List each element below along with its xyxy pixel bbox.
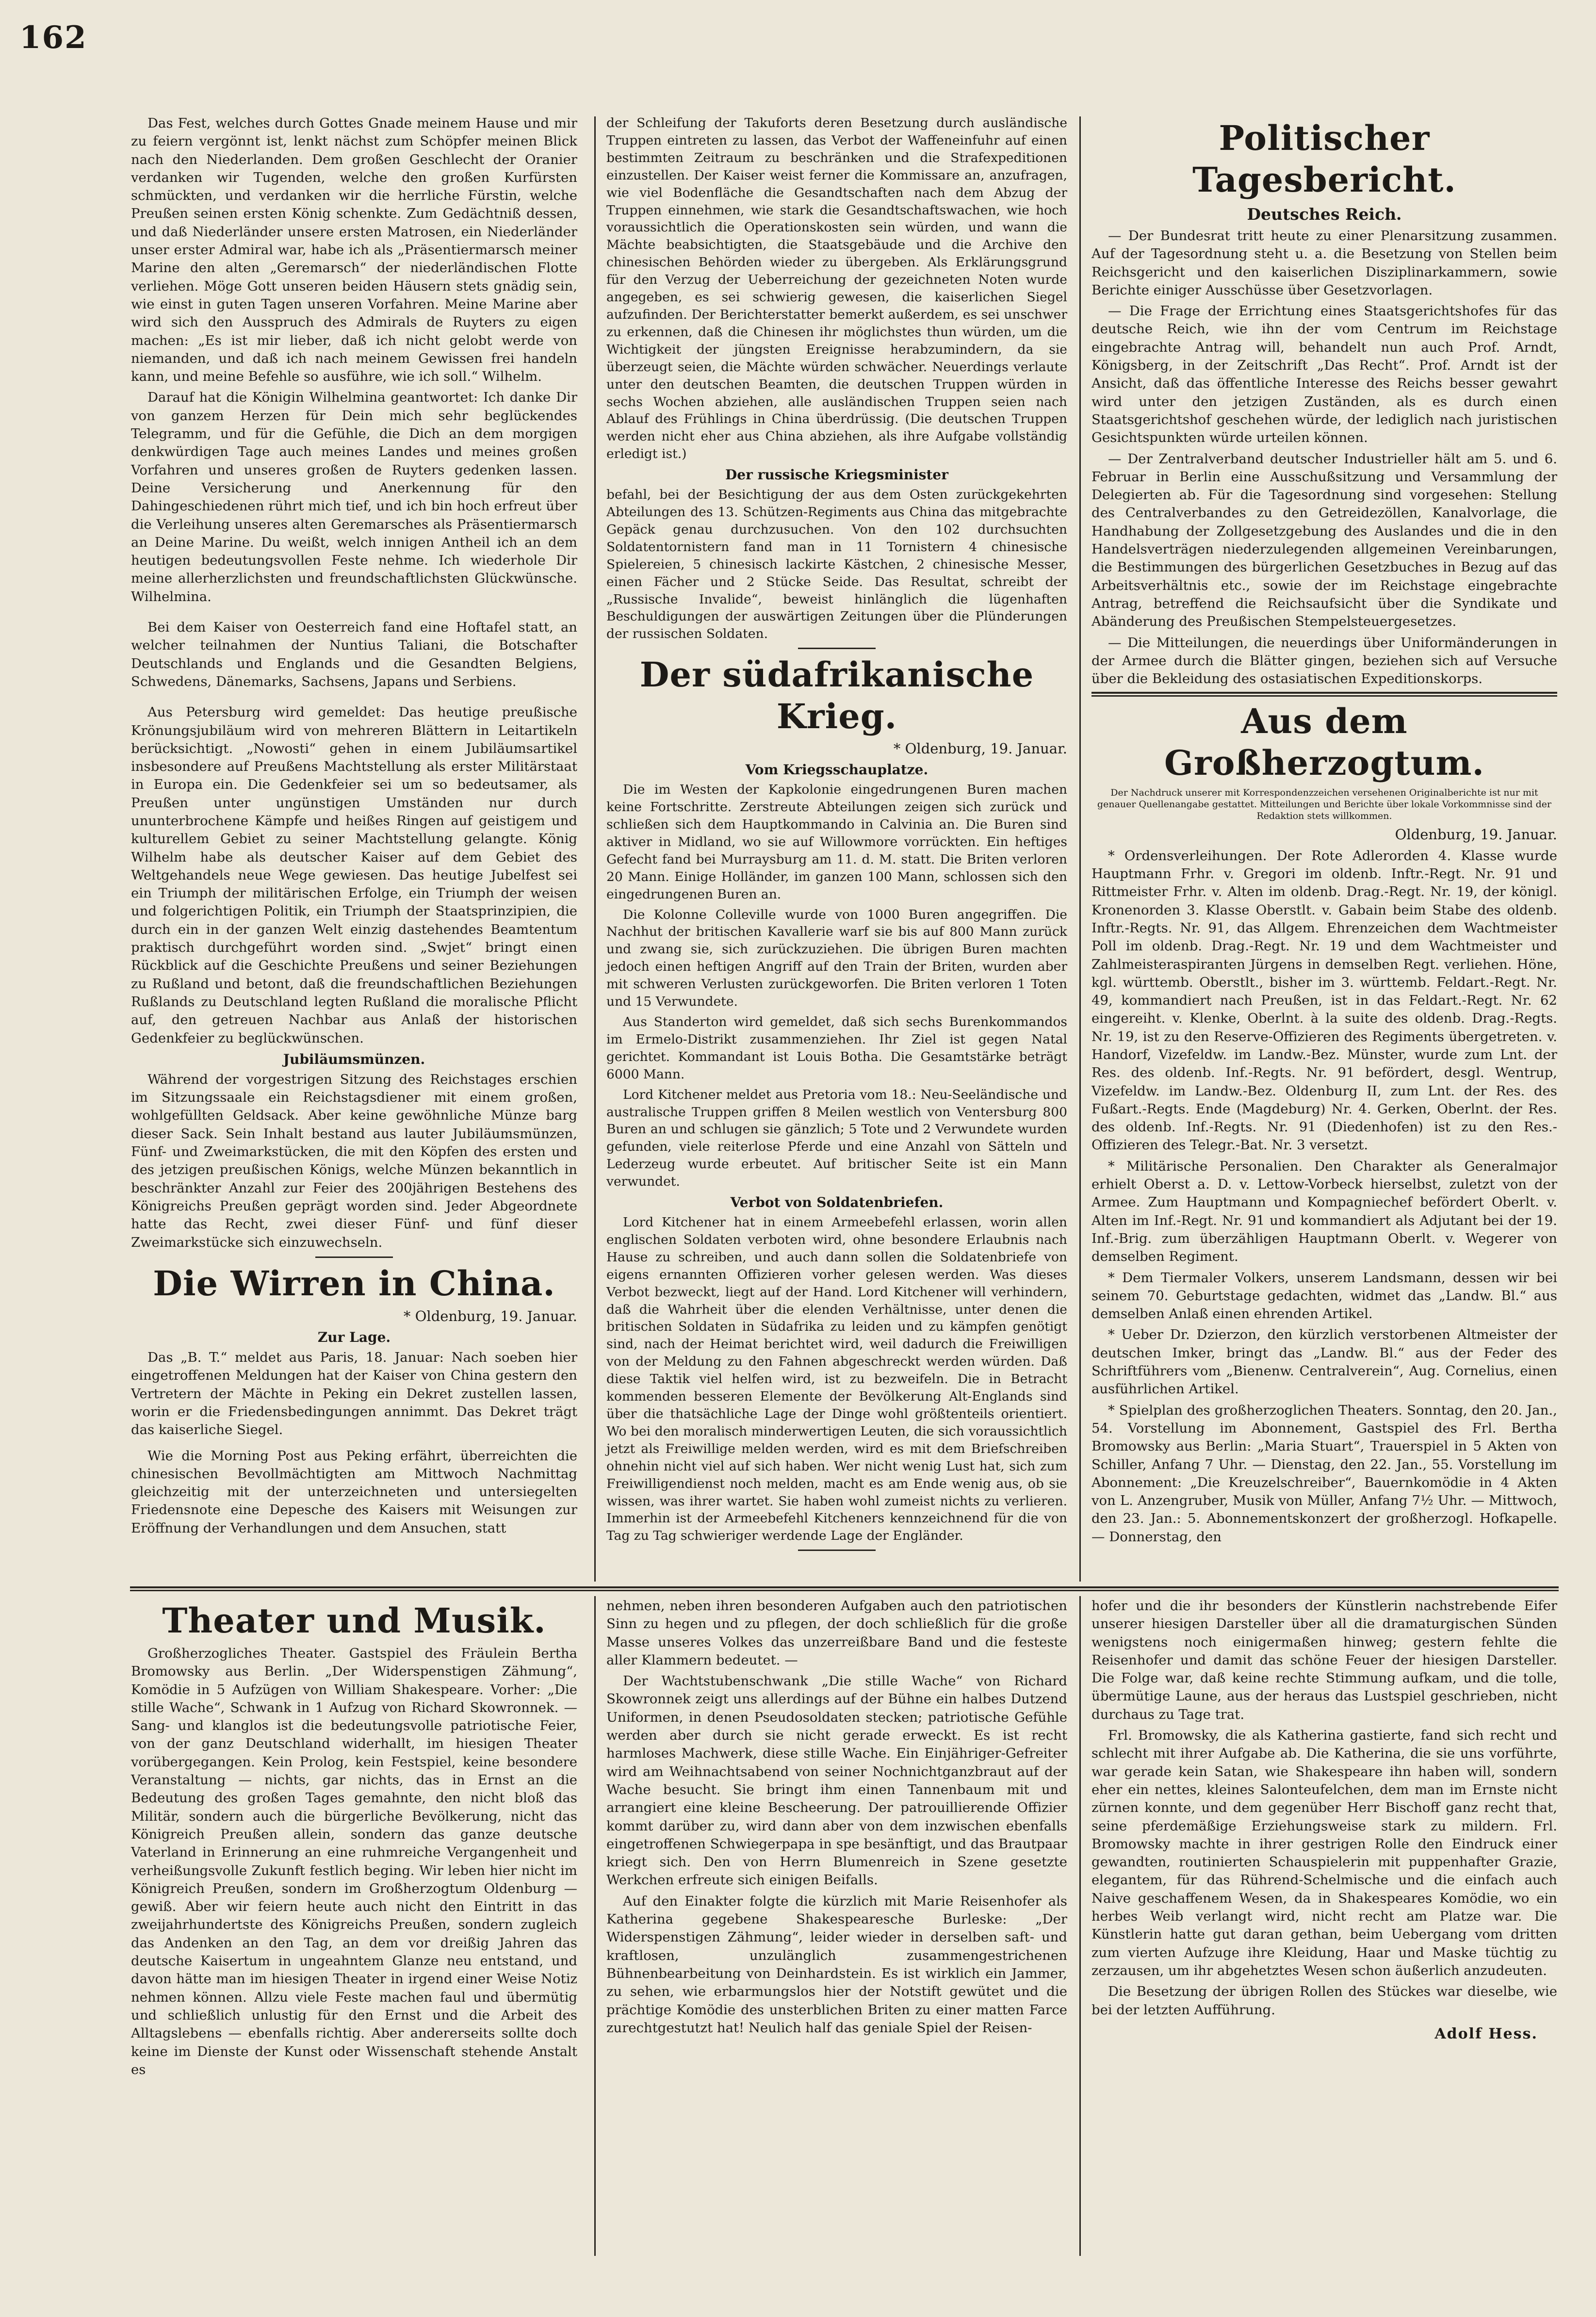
- text-paragraph: Die Kolonne Colleville wurde von 1000 Buren angegriffen. Die Nachhut der britischen Kavallerie warf sie bis auf 800 Mann zurück und zwang sie, sich zurückzuziehen. Die übrigen Buren machten jedoch einen heftigen Angriff auf den Train der Briten, wurden aber mit schweren Verlusten zurückgeworfen. Die Briten verloren 1 Toten und 15 Verwundete.: [606, 907, 1067, 1010]
- section-divider: [1091, 692, 1557, 697]
- theater-column-1: [131, 1597, 577, 2082]
- dateline: Oldenburg, 19. Januar.: [1395, 826, 1557, 843]
- text-paragraph: * Militärische Personalien. Den Charakter als Generalmajor erhielt Oberst a. D. v. Lettow-Vorbeck hierselbst, zuletzt von der Armee. Zum Hauptmann und Kompagniechef befördert Oberlt. v. Alten im Inf.-Regt. Nr. 91 und kommandiert als Adjutant bei der 19. Inf.-Brig. zum überzähligen Hauptmann Oberlt. v. Wegerer von demselben Regiment.: [1091, 1158, 1557, 1265]
- text-paragraph: * Spielplan des großherzoglichen Theaters. Sonntag, den 20. Jan., 54. Vorstellung im Abonnement, Gastspiel des Frl. Bertha Bromowsky aus Berlin: „Maria Stuart“, Trauerspiel in 5 Akten von Schiller, Anfang 7 Uhr. — Dienstag, den 22. Jan., 55. Vorstellung im Abonnement: „Die Kreuzelschreiber“, Bauernkomödie in 4 Akten von L. Anzengruber, Musik von Müller, Anfang 7½ Uhr. — Mittwoch, den 23. Jan.: 5. Abonnementskonzert der großherzogl. Hofkapelle. — Donnerstag, den: [1091, 1402, 1557, 1545]
- section-heading: Der russische Kriegsminister: [725, 467, 948, 483]
- feuilleton-divider: [130, 1586, 1559, 1591]
- text-paragraph: — Die Frage der Errichtung eines Staatsgerichtshofes für das deutsche Reich, wie ihn der vom Centrum im Reichstage eingebrachte Antrag will, behandelt nun auch Prof. Arndt, Königsberg, in der Zeitschrift „Das Recht“. Prof. Arndt ist der Ansicht, daß das öffentliche Interesse des Reichs besser gewahrt wird unter den jetzigen Zuständen, als es durch einen Staatsgerichtshof geschehen würde, der lediglich nach juristischen Gesichtspunkten würde urteilen können.: [1091, 303, 1557, 446]
- text-paragraph: Die Besetzung der übrigen Rollen des Stückes war dieselbe, wie bei der letzten Aufführung.: [1091, 1984, 1557, 2018]
- text-paragraph: nehmen, neben ihren besonderen Aufgaben auch den patriotischen Sinn zu hegen und zu pflegen, der doch schließlich für die große Masse unseres Volkes das unzerreißbare Band und die festeste aller Klammern bedeutet. —: [606, 1598, 1067, 1668]
- text-paragraph: Bei dem Kaiser von Oesterreich fand eine Hoftafel statt, an welcher teilnahmen der Nuntius Taliani, die Botschafter Deutschlands und Englands und die Gesandten Belgiens, Schwedens, Dänemarks, Sachsens, Japans und Serbiens.: [131, 620, 577, 689]
- text-paragraph: Wie die Morning Post aus Peking erfährt, überreichten die chinesischen Bevollmächtigten am Mittwoch Nachmittag gleichzeitig mit der unterzeichneten und untersiegelten Friedensnote eine Depesche des Kaisers mit Weisungen zur Eröffnung der Verhandlungen und dem Ansuchen, statt: [131, 1448, 577, 1536]
- text-paragraph: Aus Petersburg wird gemeldet: Das heutige preußische Krönungsjubiläum wird von mehreren Blättern in Leitartikeln berücksichtigt. „Nowosti“ gehen in einem Jubiläumsartikel insbesondere auf Preußens Machtstellung als erster Militärstaat in Europa ein. Die Gedenkfeier sei um so bedeutsamer, als Preußen unter ungünstigen Umständen nur durch ununterbrochene Kämpfe und heißes Ringen auf geistigem und kulturellem Gebiet zu seiner Machtstellung gelangte. König Wilhelm habe als deutscher Kaiser auf dem Gebiet des Weltgehandels neue Wege gewiesen. Das heutige Jubelfest sei ein Triumph der militärischen Erfolge, ein Triumph der weisen und folgerichtigen Politik, ein Triumph der Staatsprinzipien, die durch ein in der ganzen Welt einzig dastehendes Beamtentum praktisch durchgeführt worden sind. „Swjet“ bringt einen Rückblick auf die Geschichte Preußens und seiner Beziehungen zu Rußland und betont, daß die freundschaftlichen Beziehungen Rußlands zu Deutschland legten Rußland die moralische Pflicht auf, den getreuen Nachbar aus Anlaß der historischen Gedenkfeier zu beglückwünschen.: [131, 704, 577, 1046]
- text-paragraph: — Der Bundesrat tritt heute zu einer Plenarsitzung zusammen. Auf der Tagesordnung steht u. a. die Besetzung von Stellen beim Reichsgericht und den kaiserlichen Disziplinarkammern, sowie Berichte einiger Ausschüsse über Gesetzvorlagen.: [1091, 228, 1557, 298]
- text-paragraph: Die im Westen der Kapkolonie eingedrungenen Buren machen keine Fortschritte. Zerstreute Abteilungen zeigen sich zurück und schließen sich dem Hauptkommando in Calvinia an. Die Buren sind aktiver in Midland, wo sie auf Willowmore vorrückten. Ein heftiges Gefecht fand bei Murraysburg am 11. d. M. statt. Die Briten verloren 20 Mann. Einige Holländer, im ganzen 100 Mann, schlossen sich den eingedrungenen Buren an.: [606, 782, 1067, 902]
- text-paragraph: befahl, bei der Besichtigung der aus dem Osten zurückgekehrten Abteilungen des 13. Schützen-Regiments aus China das mitgebrachte Gepäck genau durchzusuchen. Von den 102 durchsuchten Soldatentornistern fand man in 11 Tornistern 4 chinesische Spielereien, 5 chinesisch lackirte Kästchen, 2 chinesische Messer, einen Fächer und 2 Stücke Seide. Das Resultat, schreibt der „Russische Invalide“, beweist hinlänglich die lügenhaften Beschuldigungen der auswärtigen Zeitungen über die Plünderungen der russischen Soldaten.: [606, 487, 1067, 642]
- article-heading-krieg: Der südafrikanische Krieg.: [639, 654, 1034, 737]
- section-heading: Zur Lage.: [317, 1329, 391, 1346]
- text-paragraph: — Der Zentralverband deutscher Industrieller hält am 5. und 6. Februar in Berlin eine Ausschußsitzung und Versammlung der Delegierten ab. Für die Tagesordnung sind vorgesehen: Stellung des Centralverbandes zu den Getreidezöllen, Kanalvorlage, die Handhabung der Zollgesetzgebung des Auslandes und die in den Handelsverträgen niederzulegenden allgemeinen Vereinbarungen, die Bestimmungen des bürgerlichen Gesetzbuches in Bezug auf das Arbeitsverhältnis etc., sowie der im Reichstage eingebrachte Antrag, betreffend die Reichsaufsicht über die Syndikate und Abänderung des Preußischen Stempelsteuergesetzes.: [1091, 451, 1557, 630]
- column-rule-4: [1079, 1596, 1081, 2256]
- text-paragraph: Aus Standerton wird gemeldet, daß sich sechs Burenkommandos im Ermelo-Distrikt zusammenziehen. Ihr Ziel ist gegen Natal gerichtet. Kommandant ist Louis Botha. Die Gesamtstärke beträgt 6000 Mann.: [606, 1014, 1067, 1082]
- article-heading-theater: Theater und Musik.: [162, 1600, 546, 1641]
- theater-column-2: [606, 1597, 1067, 2040]
- text-paragraph: Lord Kitchener hat in einem Armeebefehl erlassen, worin allen englischen Soldaten verboten wird, ohne besondere Erlaubnis nach Hause zu schreiben, und auch dann sollen die Soldatenbriefe von eigens ernannten Offizieren vorher gelesen werden. Was dieses Verbot bezweckt, liegt auf der Hand. Lord Kitchener will verhindern, daß die Wahrheit über die elenden Verhältnisse, unter denen die britischen Soldaten in Südafrika zu leiden und zu kämpfen genötigt sind, nach der Heimat berichtet wird, weil dadurch die Freiwilligen von der Meldung zu den Fahnen abgeschreckt werden würden. Daß diese Taktik viel helfen wird, ist zu bezweifeln. Die in Betracht kommenden besseren Elemente der Bevölkerung Alt-Englands sind über die thatsächliche Lage der Dinge wohl größtenteils orientiert. Wo bei den moralisch minderwertigen Leuten, die sich voraussichtlich jetzt als Freiwillige melden werden, wird es mit dem Briefschreiben ohnehin nicht viel auf sich haben. Wer nicht wenig Lust hat, sich zum Freiwilligendienst noch melden, macht es am Ende wenig aus, ob sie wissen, was ihrer wartet. Sie haben wohl zumeist nichts zu verlieren. Immerhin ist der Armeebefehl Kitcheners kennzeichnend für die von Tag zu Tag schwieriger werdende Lage der Engländer.: [606, 1215, 1067, 1544]
- page-number: 162: [19, 19, 87, 56]
- column-rule-2: [1079, 116, 1081, 1582]
- divider: [798, 1550, 876, 1551]
- text-paragraph: Während der vorgestrigen Sitzung des Reichstages erschien im Sitzungssaale ein Reichstagsdiener mit einem großen, wohlgefüllten Geldsack. Aber keine gewöhnliche Münze barg dieser Sack. Sein Inhalt bestand aus lauter Jubiläumsmünzen, Fünf- und Zweimarkstücken, die mit den Köpfen des ersten und des jetzigen preußischen Königs, welche Münzen bekanntlich in beschränkter Anzahl zur Feier des 200jährigen Bestehens des Königreichs Preußen geprägt worden sind. Jeder Abgeordnete hatte das Recht, zwei dieser Fünf- und fünf dieser Zweimarkstücke sich einzuwechseln.: [131, 1071, 577, 1250]
- section-heading: Deutsches Reich.: [1247, 205, 1402, 224]
- column-rule-1: [594, 116, 596, 1582]
- author-signature: Adolf Hess.: [1434, 2025, 1538, 2042]
- column-rule-3: [594, 1596, 596, 2256]
- text-paragraph: hofer und die ihr besonders der Künstlerin nachstrebende Eifer unserer hiesigen Darsteller über all die dramaturgischen Sünden wenigstens noch einigermaßen hinweg; gestern fehlte die Reisenhofer und damit das schöne Feuer der hiesigen Darsteller. Die Folge war, daß keine rechte Stimmung aufkam, und die tolle, übermütige Laune, aus der heraus das Lustspiel geschrieben, nicht durchaus zu Tage trat.: [1091, 1598, 1557, 1722]
- text-paragraph: Darauf hat die Königin Wilhelmina geantwortet: Ich danke Dir von ganzem Herzen für Dein mich sehr beglückendes Telegramm, und für die Gefühle, die Dich an dem morgigen denkwürdigen Tage auch meines Landes und meines großen Vorfahren und unseres großen de Ruyters gedenken lassen. Deine Versicherung und Anerkennung für den Dahingeschiedenen rührt mich tief, und ich bin hoch erfreut über die Verleihung unseres alten Geremarsches als Präsentiermarsch an Deine Marine. Du weißt, welch innigen Antheil ich an dem heutigen bedeutungsvollen Feste nehme. Ich wiederhole Dir meine allerherzlichsten und freundschaftlichsten Glückwünsche. Wilhelmina.: [131, 390, 577, 604]
- section-heading: Jubiläumsmünzen.: [283, 1051, 425, 1067]
- text-paragraph: der Schleifung der Takuforts deren Besetzung durch ausländische Truppen eintreten zu lassen, das Verbot der Waffeneinfuhr auf einen bestimmten Zeitraum zu beschränken und die Strafexpeditionen einzustellen. Der Kaiser weist ferner die Kommissare an, anzufragen, wie viel Bodenfläche die Gesandtschaften nach dem Abzug der Truppen einnehmen, wie stark die Gesandtschaftswachen, wie hoch voraussichtlich die Operationskosten sein würden, und wann die Mächte beabsichtigten, die Staatsgebäude und die Archive den chinesischen Behörden wieder zu übergeben. Als Erklärungsgrund für den Verzug der Ueberreichung der gezeichneten Noten wurde angegeben, es sei schwierig gewesen, die kaiserlichen Siegel aufzufinden. Der Berichterstatter bemerkt außerdem, es sei unschwer zu erkennen, daß die Chinesen ihr möglichstes thun würden, um die Wichtigkeit der jüngsten Ereignisse herabzumindern, da sie überzeugt seien, die Mächte würden schwächer. Neuerdings verlaute unter den deutschen Beamten, die deutschen Truppen würden in sechs Wochen abziehen, alle ausländischen Truppen seien nach Ablauf des Frühlings in China überdrüssig. (Die deutschen Truppen werden nicht eher aus China abziehen, als ihre Aufgabe vollständig erledigt ist.): [606, 115, 1067, 462]
- divider: [315, 1256, 393, 1258]
- theater-column-3: [1091, 1597, 1557, 2043]
- article-heading-politik: Politischer Tagesbericht.: [1192, 118, 1456, 200]
- dateline: * Oldenburg, 19. Januar.: [403, 1307, 577, 1324]
- text-paragraph: Lord Kitchener meldet aus Pretoria vom 18.: Neu-Seeländische und australische Truppen griffen 8 Meilen westlich von Ventersburg 800 Buren an und schlugen sie gänzlich; 5 Tote und 2 Verwundete wurden gefunden, viele reiterlose Pferde und eine Anzahl von Sätteln und Lederzeug wurde erbeutet. Auf britischer Seite ist ein Mann verwundet.: [606, 1087, 1067, 1190]
- text-paragraph: Das Fest, welches durch Gottes Gnade meinem Hause und mir zu feiern vergönnt ist, lenkt nächst zum Schöpfer meinen Blick nach den Niederlanden. Dem großen Geschlecht der Oranier verdanken wir Tugenden, welche den großen Kurfürsten schmückten, und verdanken wir die herrliche Fürstin, welche Preußen seinen ersten König schenkte. Zum Gedächtniß dessen, und daß Niederländer unsere ersten Matrosen, ein Niederländer unser erster Admiral war, habe ich als „Präsentiermarsch meiner Marine den alten „Geremarsch“ der niederländischen Flotte verliehen. Möge Gott unseren beiden Häusern stets gnädig sein, wie einst in guten Tagen unseren Vorfahren. Meine Marine aber wird sich den Ausspruch des Admirals de Ruyters zu eigen machen: „Es ist mir lieber, daß ich nicht gelobt werde von niemanden, und daß ich nach meinem Gewissen frei handeln kann, und meine Befehle so ausführe, wie ich soll.“ Wilhelm.: [131, 115, 577, 385]
- text-paragraph: Der Wachtstubenschwank „Die stille Wache“ von Richard Skowronnek zeigt uns allerdings auf der Bühne ein halbes Dutzend Uniformen, in denen Pseudosoldaten stecken; patriotische Gefühle werden aber durch sie nicht gerade erweckt. Es ist recht harmloses Machwerk, diese stille Wache. Ein Einjähriger-Gefreiter wird am Weihnachtsabend von seiner Nochnichtganzbraut auf der Wache besucht. Sie bringt ihm einen Tannenbaum mit und arrangiert eine kleine Bescheerung. Der patrouillierende Offizier kommt darüber zu, wird dann aber von dem inzwischen ebenfalls eingetroffenen Schwiegerpapa in spe besänftigt, und das Brautpaar kriegt sich. Den von Herrn Blumenreich in Szene gesetzte Werkchen erfreute sich einigen Beifalls.: [606, 1673, 1067, 1888]
- text-paragraph: Das „B. T.“ meldet aus Paris, 18. Januar: Nach soeben hier eingetroffenen Meldungen hat der Kaiser von China gestern den Vertretern der Mächte in Peking ein Dekret zustellen lassen, worin er die Friedensbedingungen annimmt. Das Dekret trägt das kaiserliche Siegel.: [131, 1350, 577, 1438]
- divider: [798, 648, 876, 649]
- section-heading: Verbot von Soldatenbriefen.: [730, 1194, 944, 1211]
- section-heading: Vom Kriegsschauplatze.: [745, 762, 928, 778]
- text-paragraph: Frl. Bromowsky, die als Katherina gastierte, fand sich recht und schlecht mit ihrer Aufgabe ab. Die Katherina, die sie uns vorführte, war gerade kein Satan, wie Shakespeare ihn haben will, sondern eher ein nettes, kleines Salonteufelchen, dem man im Ernste nicht zürnen konnte, und dem gegenüber Herr Bischoff ganz recht that, seine pferdemäßige Erziehungsweise stark zu mildern. Frl. Bromowsky machte in ihrer gestrigen Rolle den Eindruck einer gewandten, routinierten Schauspielerin mit puppenhafter Grazie, elegantem, für das Rührend-Schelmische und die einfach auch Naive geschaffenem Wesen, da in Shakespeares Komödie, wo ein herbes Weib verlangt wird, nicht recht am Platze war. Die Künstlerin hatte gut daran gethan, beim Uebergang vom dritten zum vierten Aufzuge ihre Kleidung, Haar und Maske tüchtig zu zerzausen, um ihr abgehetztes Wesen schon äußerlich anzudeuten.: [1091, 1728, 1557, 1978]
- text-paragraph: — Die Mitteilungen, die neuerdings über Uniformänderungen in der Armee durch die Blätter gingen, beziehen sich auf Versuche über die Bekleidung des ostasiatischen Expeditionskorps.: [1091, 635, 1557, 687]
- column-3: [1091, 114, 1557, 1549]
- article-heading-china: Die Wirren in China.: [153, 1263, 555, 1304]
- text-paragraph: Auf den Einakter folgte die kürzlich mit Marie Reisenhofer als Katherina gegebene Shakespearesche Burleske: „Der Widerspenstigen Zähmung“, leider wieder in derselben saft- und kraftlosen, unzulänglich zusammengestrichenen Bühnenbearbeitung von Deinhardstein. Es ist wirklich ein Jammer, zu sehen, wie erbarmungslos hier der Notstift gewütet und die prächtige Komödie des unsterblichen Briten zu einer matten Farce zurechtgestutzt hat! Neulich half das geniale Spiel der Reisen-: [606, 1893, 1067, 2036]
- text-paragraph: * Ordensverleihungen. Der Rote Adlerorden 4. Klasse wurde Hauptmann Frhr. v. Gregori im oldenb. Inftr.-Regt. Nr. 91 und Rittmeister Frhr. v. Alten im oldenb. Drag.-Regt. Nr. 19, der königl. Kronenorden 3. Klasse Oberstlt. v. Gabain beim Stabe des oldenb. Inftr.-Regts. Nr. 91, das Allgem. Ehrenzeichen dem Wachtmeister Poll im oldenb. Drag.-Regt. Nr. 19 und dem Wachtmeister und Zahlmeisteraspiranten Jürgens in demselben Regt. verliehen. Höne, kgl. württemb. Oberstlt., bisher im 3. württemb. Feldart.-Regt. Nr. 49, kommandiert nach Preußen, ist in das Feldart.-Regt. Nr. 62 eingereiht. v. Klenke, Oberlnt. à la suite des oldenb. Drag.-Regts. Nr. 19, ist zu den Reserve-Offizieren des Regiments übergetreten. v. Handorf, Vizefeldw. im Landw.-Bez. Münster, wurde zum Lnt. der Res. des oldenb. Inf.-Regts. Nr. 91 befördert, desgl. Wentrup, Vizefeldw. im Landw.-Bez. Oldenburg II, zum Lnt. der Res. des Fußart.-Regts. Ende (Magdeburg) Nr. 4. Gerken, Oberlnt. der Res. des oldenb. Inf.-Regts. Nr. 91 (Diedenhofen) ist zu den Res.-Offizieren des Telegr.-Bat. Nr. 3 versetzt.: [1091, 848, 1557, 1153]
- text-paragraph: * Dem Tiermaler Volkers, unserem Landsmann, dessen wir bei seinem 70. Geburtstage gedachten, widmet das „Landw. Bl.“ aus demselben Anlaß einen ehrenden Artikel.: [1091, 1270, 1557, 1322]
- dateline: * Oldenburg, 19. Januar.: [893, 740, 1067, 757]
- text-paragraph: Großherzogliches Theater. Gastspiel des Fräulein Bertha Bromowsky aus Berlin. „Der Widerspenstigen Zähmung“, Komödie in 5 Aufzügen von William Shakespeare. Vorher: „Die stille Wache“, Schwank in 1 Aufzug von Richard Skowronnek. — Sang- und klanglos ist die bedeutungsvolle patriotische Feier, von der ganz Deutschland widerhallt, im hiesigen Theater vorübergegangen. Kein Prolog, kein Festspiel, keine besondere Veranstaltung — nichts, gar nichts, das in Ernst an die Bedeutung des großen Tages gemahnte, den nicht bloß das Militär, sondern auch die bürgerliche Bevölkerung, nicht das Königreich Preußen allein, sondern das ganze deutsche Vaterland in Erinnerung an eine ruhmreiche Vergangenheit und verheißungsvolle Zukunft festlich beging. Wir leben hier nicht im Königreich Preußen, sondern im Großherzogtum Oldenburg — gewiß. Aber wir feiern heute auch nicht den Eintritt in das zweijahrhundertste des Königreichs Preußen, sondern zugleich das Andenken an den Tag, an dem vor dreißig Jahren das deutsche Kaisertum in ungeahntem Glanze neu entstand, und davon hätte man im hiesigen Theater in irgend einer Weise Notiz nehmen können. Allzu viele Feste machen faul und übermütig und schließlich unlustig für den Ernst und die Arbeit des Alltagslebens — ebenfalls richtig. Aber andererseits sollte doch keine im Dienste der Kunst oder Wissenschaft stehende Anstalt es: [131, 1646, 577, 2077]
- text-paragraph: * Ueber Dr. Dzierzon, den kürzlich verstorbenen Altmeister der deutschen Imker, bringt das „Landw. Bl.“ aus der Feder des Schriftführers vom „Bienenw. Centralverein“, Aug. Cornelius, einen ausführlichen Artikel.: [1091, 1327, 1557, 1397]
- notice: Der Nachdruck unserer mit Korrespondenzzeichen versehenen Originalberichte ist nur mit genauer Quellenangabe gestattet. Mitteilungen und Berichte über lokale Vorkommnisse sind der Redaktion stets willkommen.: [1097, 787, 1552, 822]
- article-heading-grossherzogtum: Aus dem Großherzogtum.: [1164, 701, 1484, 783]
- column-1: [131, 114, 577, 1540]
- column-2: [606, 114, 1067, 1556]
